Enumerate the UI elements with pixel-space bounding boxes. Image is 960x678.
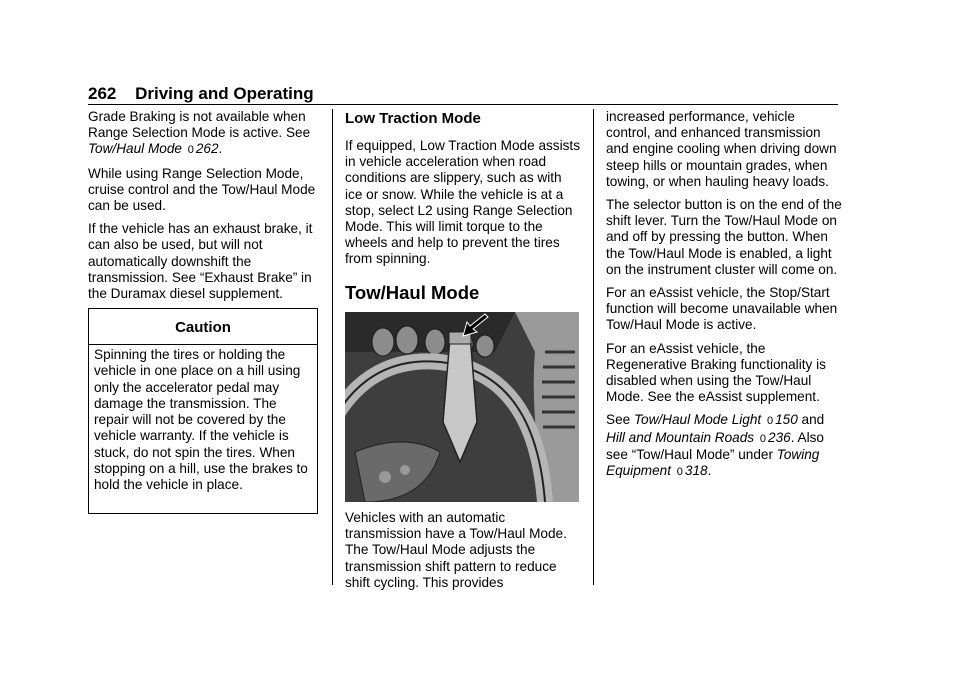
grade-braking-paragraph bbox=[88, 109, 320, 159]
period: . bbox=[218, 141, 223, 157]
shift-lever-illustration bbox=[345, 312, 579, 502]
page-header bbox=[88, 84, 314, 104]
page-ref-150[interactable]: 150 bbox=[775, 412, 798, 428]
page-ref-arrow-icon: 0 bbox=[676, 466, 683, 479]
eassist-regen-paragraph: For an eAssist vehicle, the Regenerative Braking functionality is disabled when using the Tow/Haul Mode. See the eAssist supplement. bbox=[606, 340, 826, 405]
period: . bbox=[707, 463, 712, 479]
page-ref-arrow-icon: 0 bbox=[187, 144, 194, 157]
column-left bbox=[88, 109, 320, 309]
towing-equipment-link[interactable]: Towing Equipment bbox=[606, 446, 820, 479]
eassist-stop-start-paragraph: For an eAssist vehicle, the Stop/Start function will become unavailable when Tow/Haul Mode is active. bbox=[606, 285, 838, 333]
selector-button-paragraph: The selector button is on the end of the shift lever. Turn the Tow/Haul Mode on and off by pressing the button. When the Tow/Haul Mode is enabled, a light on the instrument cluster will come on. bbox=[606, 197, 842, 277]
tow-haul-intro-paragraph: Vehicles with an automatic transmission have a Tow/Haul Mode. The Tow/Haul Mode adjusts the transmission shift pattern to reduce shift cycling. This provides bbox=[345, 510, 567, 590]
and-text: and bbox=[797, 412, 825, 428]
caution-text: Spinning the tires or holding the vehicle in one place on a hill using only the accelerator pedal may damage the transmission. The repair will not be covered by the vehicle warranty. If the vehicle is stuck, do not spin the tires. When stopping on a hill, use the brakes to hold the vehicle in place. bbox=[94, 347, 308, 493]
caution-box bbox=[88, 308, 318, 514]
see-text: See bbox=[606, 412, 634, 428]
column-right bbox=[606, 109, 842, 487]
shift-lever-svg bbox=[345, 312, 579, 502]
low-traction-paragraph: If equipped, Low Traction Mode assists in vehicle acceleration when road conditions are slippery, such as with ice or snow. While the vehicle is at a stop, select L2 using Range Selection Mode. This will limit torque to the wheels and help to prevent the tires from spinning. bbox=[345, 138, 580, 267]
tow-haul-heading: Tow/Haul Mode bbox=[345, 281, 480, 303]
page-ref-236[interactable]: 236 bbox=[768, 429, 791, 445]
caution-divider bbox=[89, 344, 317, 345]
exhaust-brake-paragraph: If the vehicle has an exhaust brake, it can also be used, but will not automatically downshift the transmission. See “Exhaust Brake” in the Duramax diesel supplement. bbox=[88, 221, 313, 302]
tow-haul-mode-light-link[interactable]: Tow/Haul Mode Light bbox=[633, 412, 762, 428]
page-ref-arrow-icon: 0 bbox=[766, 415, 774, 428]
page-ref-318[interactable]: 318 bbox=[684, 463, 708, 479]
page-ref-262[interactable]: 262 bbox=[195, 141, 219, 157]
header-rule bbox=[88, 104, 838, 105]
caution-title: Caution bbox=[175, 319, 231, 336]
column-divider-right bbox=[593, 109, 594, 585]
column-divider-left bbox=[332, 109, 333, 585]
low-traction-heading: Low Traction Mode bbox=[345, 110, 481, 127]
see-also-paragraph bbox=[606, 412, 842, 480]
paragraph-text: Grade Braking is not available when Range Selection Mode is active. See bbox=[88, 109, 311, 141]
page-number: 262 bbox=[88, 84, 117, 103]
performance-paragraph: increased performance, vehicle control, and enhanced transmission and engine cooling when driving down steep hills or mountain grades, when towing, or when hauling heavy loads. bbox=[606, 109, 837, 189]
page-ref-arrow-icon: 0 bbox=[759, 432, 767, 445]
section-title: Driving and Operating bbox=[135, 84, 314, 103]
column-middle bbox=[345, 110, 581, 304]
hill-mountain-roads-link[interactable]: Hill and Mountain Roads bbox=[606, 429, 755, 445]
tow-haul-mode-link[interactable]: Tow/Haul Mode bbox=[88, 141, 182, 157]
cruise-control-paragraph: While using Range Selection Mode, cruise control and the Tow/Haul Mode can be used. bbox=[88, 165, 316, 214]
also-see-text: . Also see “Tow/Haul Mode” under bbox=[606, 429, 824, 462]
